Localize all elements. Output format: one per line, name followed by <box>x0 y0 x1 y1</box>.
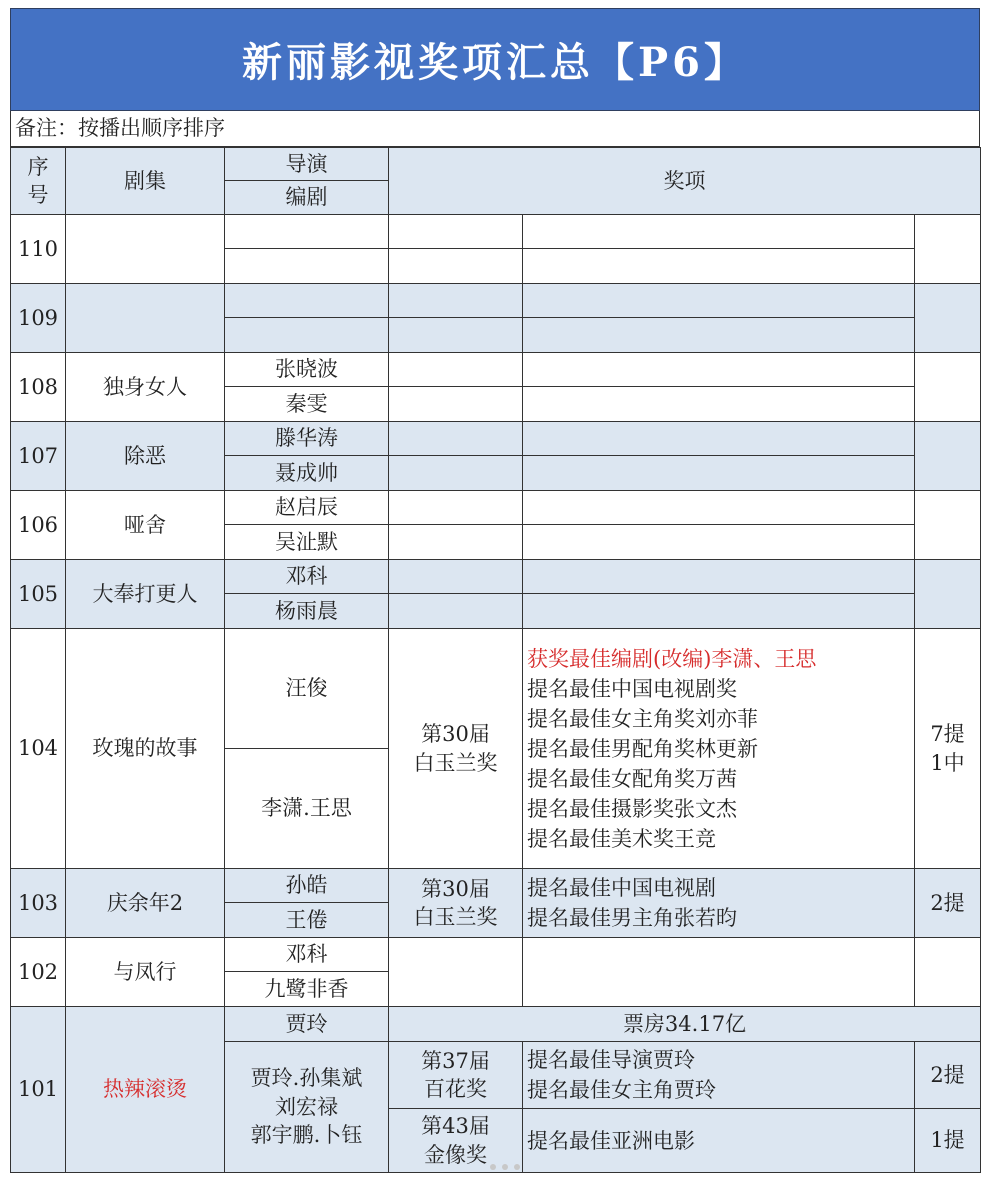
award-winner: 获奖最佳编剧(改编)李潇、王思 <box>527 646 817 671</box>
awards-cell <box>523 353 915 387</box>
awards-cell <box>523 629 915 869</box>
awards-table <box>10 147 981 1173</box>
award-nomination: 提名最佳男配角奖林更新 <box>527 736 758 761</box>
count-cell: 2提 <box>915 1042 981 1109</box>
count-cell <box>915 284 981 353</box>
awards-sheet <box>10 8 980 1173</box>
table-row <box>11 869 981 903</box>
award-nomination: 提名最佳导演贾玲 <box>527 1048 695 1072</box>
count-cell <box>915 422 981 491</box>
count-cell: 1提 <box>915 1109 981 1173</box>
award-nomination: 提名最佳男主角张若昀 <box>527 906 737 930</box>
series-cell: 玫瑰的故事 <box>66 629 225 869</box>
header-row <box>11 148 981 181</box>
director-cell <box>225 284 389 318</box>
count-cell <box>915 560 981 629</box>
writer-cell: 李潇.王思 <box>225 749 389 869</box>
row-index: 105 <box>11 560 66 629</box>
row-index: 101 <box>11 1007 66 1173</box>
awards-cell <box>523 560 915 594</box>
page-dot <box>502 1164 508 1170</box>
writer-cell: 吴沚默 <box>225 525 389 560</box>
table-row <box>11 284 981 318</box>
writer-cell: 秦雯 <box>225 387 389 422</box>
awards-cell <box>523 491 915 525</box>
table-row <box>11 353 981 387</box>
awards-cell <box>523 1109 915 1173</box>
ceremony-cell: 第43届 金像奖 <box>389 1109 523 1173</box>
table-row <box>11 1007 981 1042</box>
awards-cell <box>523 869 915 938</box>
director-cell: 孙皓 <box>225 869 389 903</box>
ceremony-cell: 第37届 百花奖 <box>389 1042 523 1109</box>
ceremony-cell <box>389 284 523 318</box>
row-index: 108 <box>11 353 66 422</box>
row-index: 104 <box>11 629 66 869</box>
ceremony-cell <box>389 215 523 249</box>
box-office-cell: 票房34.17亿 <box>389 1007 981 1042</box>
row-index: 109 <box>11 284 66 353</box>
ceremony-cell <box>389 938 523 1007</box>
table-row <box>11 491 981 525</box>
row-index: 102 <box>11 938 66 1007</box>
count-cell <box>915 938 981 1007</box>
ceremony-cell <box>389 353 523 387</box>
series-cell: 与凤行 <box>66 938 225 1007</box>
director-cell <box>225 215 389 249</box>
series-cell <box>66 284 225 353</box>
director-cell: 邓科 <box>225 938 389 972</box>
page-indicator <box>490 1164 520 1170</box>
awards-cell <box>523 284 915 318</box>
table-row <box>11 422 981 456</box>
ceremony-cell: 第30届 白玉兰奖 <box>389 629 523 869</box>
row-index: 110 <box>11 215 66 284</box>
writer-cell: 王倦 <box>225 903 389 938</box>
count-cell <box>915 215 981 284</box>
award-nomination: 提名最佳亚洲电影 <box>527 1128 695 1153</box>
award-nomination: 提名最佳女主角奖刘亦菲 <box>527 706 758 731</box>
row-index: 103 <box>11 869 66 938</box>
row-index: 106 <box>11 491 66 560</box>
table-row <box>11 215 981 249</box>
director-cell: 汪俊 <box>225 629 389 749</box>
table-row <box>11 629 981 749</box>
director-cell: 贾玲 <box>225 1007 389 1042</box>
row-index: 107 <box>11 422 66 491</box>
header-director: 导演 <box>225 148 389 181</box>
header-writer: 编剧 <box>225 181 389 215</box>
table-row <box>11 938 981 972</box>
note-text: 备注：按播出顺序排序 <box>10 111 980 147</box>
ceremony-cell: 第30届 白玉兰奖 <box>389 869 523 938</box>
writer-cell: 杨雨晨 <box>225 594 389 629</box>
awards-cell <box>523 938 915 1007</box>
director-cell: 张晓波 <box>225 353 389 387</box>
series-cell: 哑舍 <box>66 491 225 560</box>
series-cell: 独身女人 <box>66 353 225 422</box>
award-nomination: 提名最佳摄影奖张文杰 <box>527 796 737 821</box>
writer-cell: 贾玲.孙集斌 刘宏禄 郭宇鹏.卜钰 <box>225 1042 389 1173</box>
award-nomination: 提名最佳中国电视剧 <box>527 876 716 900</box>
writer-cell <box>225 318 389 353</box>
awards-cell <box>523 422 915 456</box>
series-cell: 热辣滚烫 <box>66 1007 225 1173</box>
writer-cell <box>225 249 389 284</box>
writer-cell: 九鹭非香 <box>225 972 389 1007</box>
writer-cell: 聂成帅 <box>225 456 389 491</box>
header-index: 序 号 <box>11 148 66 215</box>
award-nomination: 提名最佳女配角奖万茜 <box>527 766 737 791</box>
page-dot <box>514 1164 520 1170</box>
award-nomination: 提名最佳美术奖王竞 <box>527 826 716 851</box>
page-title: 新丽影视奖项汇总【P6】 <box>10 8 980 111</box>
count-cell <box>915 353 981 422</box>
awards-cell <box>523 215 915 249</box>
ceremony-cell <box>389 560 523 594</box>
page-dot <box>490 1164 496 1170</box>
series-cell: 庆余年2 <box>66 869 225 938</box>
award-nomination: 提名最佳女主角贾玲 <box>527 1078 716 1102</box>
header-awards: 奖项 <box>389 148 981 215</box>
table-row <box>11 560 981 594</box>
award-nomination: 提名最佳中国电视剧奖 <box>527 676 737 701</box>
director-cell: 赵启辰 <box>225 491 389 525</box>
series-cell: 大奉打更人 <box>66 560 225 629</box>
ceremony-cell <box>389 422 523 456</box>
series-cell <box>66 215 225 284</box>
ceremony-cell <box>389 491 523 525</box>
count-cell <box>915 491 981 560</box>
header-series: 剧集 <box>66 148 225 215</box>
director-cell: 滕华涛 <box>225 422 389 456</box>
count-cell: 2提 <box>915 869 981 938</box>
series-cell: 除恶 <box>66 422 225 491</box>
count-cell: 7提 1中 <box>915 629 981 869</box>
awards-cell <box>523 1042 915 1109</box>
director-cell: 邓科 <box>225 560 389 594</box>
